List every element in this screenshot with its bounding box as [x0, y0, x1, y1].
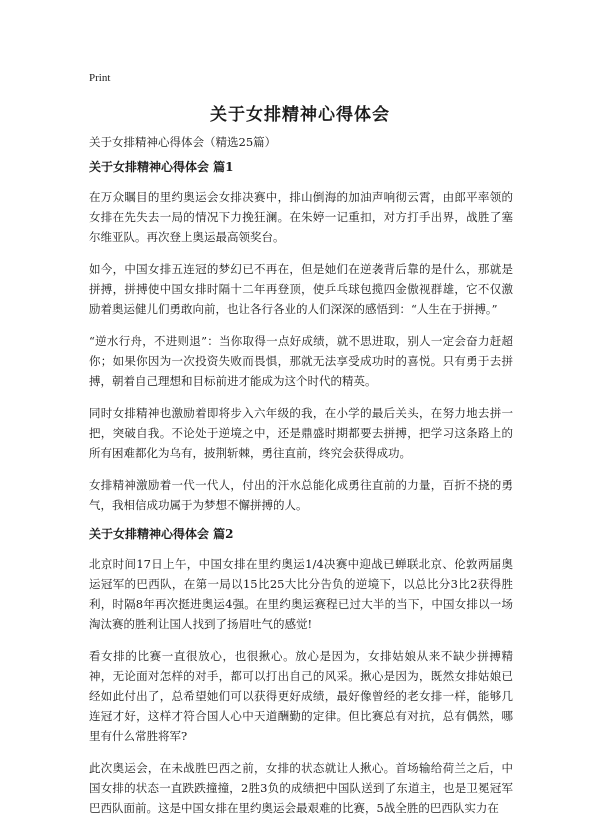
document-body [89, 160, 513, 830]
paragraph: “逆水行舟，不进则退”：当你取得一点好成绩，就不思进取，别人一定会奋力赶超你；如果你因为一次投资失败而畏惧，那就无法享受成功时的喜悦。只有勇于去拼搏，朝着自己理想和目标前进才能成为这个时代的精英。 [89, 334, 513, 388]
paragraph: 北京时间17日上午，中国女排在里约奥运1/4决赛中迎战已蝉联北京、伦敦两届奥运冠军的巴西队，在第一局以15比25大比分告负的逆境下，以总比分3比2获得胜利，时隔8年再次挺进奥运4强。在里约奥运赛程已过大半的当下，中国女排以一场淘汰赛的胜利让国人找到了扬眉吐气的感觉! [89, 557, 513, 631]
paragraph: 如今，中国女排五连冠的梦幻已不再在，但是她们在逆袭背后靠的是什么，那就是拼搏，拼搏使中国女排时隔十二年再登顶，使乒乓球包揽四金傲视群雄，它不仅激励着奥运健儿们勇敢向前，也让各行各业的人们深深的感悟到：“人生在于拼搏。” [89, 262, 513, 316]
page-title: 关于女排精神心得体会 [210, 105, 390, 125]
section-heading: 关于女排精神心得体会 篇2 [89, 527, 234, 541]
paragraph: 同时女排精神也激励着即将步入六年级的我，在小学的最后关头，在努力地去拼一把，突破自我。不论处于逆境之中，还是鼎盛时期都要去拼搏，把学习这条路上的所有困难都化为乌有，披荆斩棘，勇往直前，终究会获得成功。 [89, 406, 513, 460]
section-1 [89, 160, 513, 515]
paragraph: 此次奥运会，在未战胜巴西之前，女排的状态就让人揪心。首场输给荷兰之后，中国女排的状态一直跌跌撞撞，2胜3负的成绩把中国队送到了东道主，也是卫冕冠军巴西队面前。这是中国女排在里约奥运会最艰难的比赛，5战全胜的巴西队实力在 [89, 761, 513, 815]
paragraph: 女排精神激励着一代一代人，付出的汗水总能化成勇往直前的力量，百折不挠的勇气，我相信成功属于为梦想不懈拼搏的人。 [89, 478, 513, 512]
paragraph: 在万众瞩目的里约奥运会女排决赛中，排山倒海的加油声响彻云霄，由郎平率领的女排在先失去一局的情况下力挽狂澜。在朱婷一记重扣，对方打手出界，战胜了塞尔维亚队。再次登上奥运最高领奖台。 [89, 190, 513, 244]
section-2 [89, 527, 513, 818]
section-heading: 关于女排精神心得体会 篇1 [89, 160, 234, 174]
print-label: Print [89, 72, 111, 84]
document-subtitle: 关于女排精神心得体会（精选25篇） [89, 135, 277, 149]
paragraph: 看女排的比赛一直很放心，也很揪心。放心是因为，女排姑娘从来不缺少拼搏精神，无论面对怎样的对手，都可以打出自己的风采。揪心是因为，既然女排姑娘已经如此付出了，总希望她们可以获得更好成绩，最好像曾经的老女排一样，能够几连冠才好，这样才符合国人心中天道酬勤的定律。但比赛总有对抗，总有偶然，哪里有什么常胜将军? [89, 649, 513, 743]
